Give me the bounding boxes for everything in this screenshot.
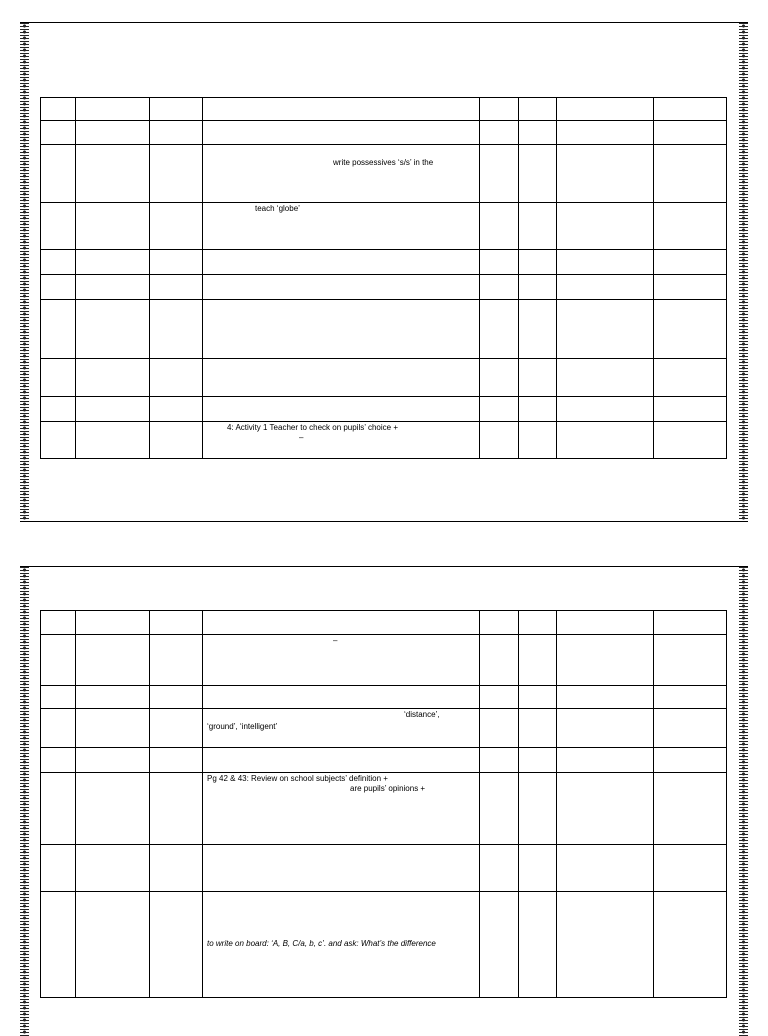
activity-cell [203,121,480,145]
activity-cell [203,611,480,635]
table-row [41,686,727,709]
activity-text-dash: – [333,636,338,645]
table-row [41,611,727,635]
activity-cell [203,145,480,203]
table-row [41,145,727,203]
table-row [41,845,727,892]
activity-cell [203,300,480,359]
activity-cell [203,845,480,892]
activity-text: write possessives ‘s/s’ in the [333,158,434,167]
activity-cell [203,686,480,709]
table-row [41,275,727,300]
table-row [41,773,727,845]
lesson-plan-table-2 [40,610,727,998]
table-row [41,121,727,145]
activity-text: to write on board: ‘A, B, C/a, b, c’. and ask: What’s the difference [207,939,436,948]
table-row [41,359,727,397]
activity-cell [203,422,480,459]
activity-cell [203,203,480,250]
table-row [41,203,727,250]
activity-cell [203,98,480,121]
activity-cell [203,250,480,275]
activity-text-dash: – [299,433,304,442]
table-row [41,709,727,748]
activity-cell [203,635,480,686]
activity-text-line2: ‘ground’, ‘intelligent’ [207,722,278,731]
activity-cell [203,275,480,300]
activity-text-line2: are pupils’ opinions + [350,784,426,793]
activity-cell [203,892,480,998]
activity-text: Pg 42 & 43: Review on school subjects’ definition + [207,774,388,783]
table-row [41,300,727,359]
table-row [41,250,727,275]
table-row [41,635,727,686]
activity-text: teach ‘globe’ [255,204,300,213]
activity-text: ‘distance’, [404,710,440,719]
activity-cell [203,709,480,748]
document-page-2 [20,566,748,1036]
activity-cell [203,773,480,845]
activity-text: 4: Activity 1 Teacher to check on pupils’ choice + [227,423,398,432]
table-row [41,892,727,998]
table-row [41,422,727,459]
table-row [41,748,727,773]
table-row [41,98,727,121]
lesson-plan-table-1 [40,97,727,459]
table-row [41,397,727,422]
activity-cell [203,748,480,773]
activity-cell [203,359,480,397]
activity-cell [203,397,480,422]
document-page-1 [20,22,748,522]
